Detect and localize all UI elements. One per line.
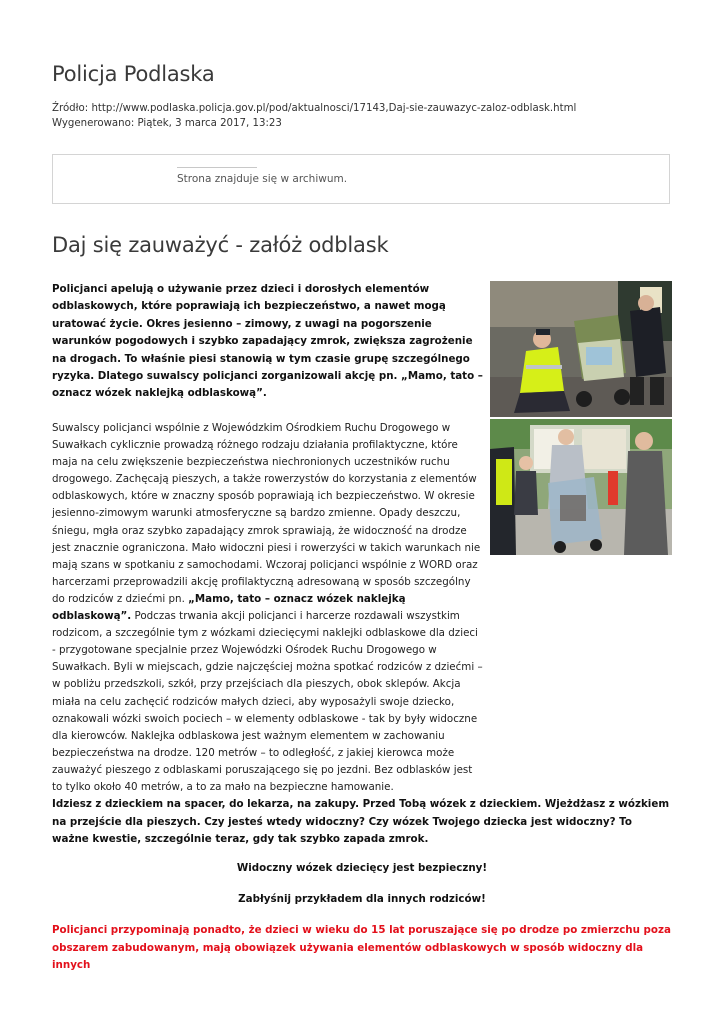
- article-body: [52, 420, 484, 796]
- photo-parents-strollers[interactable]: [490, 419, 672, 555]
- campaign-name: „Mamo, tato – oznacz wózek naklejką odblaskową”.: [52, 592, 406, 623]
- archive-notice-box: [52, 154, 670, 204]
- photo-police-stroller[interactable]: [490, 281, 672, 417]
- source-url[interactable]: Źródło: http://www.podlaska.policja.gov.pl/pod/aktualnosci/17143,Daj-sie-zauwazyc-zaloz-odblask.html: [52, 103, 577, 114]
- slogan-set-example: Zabłyśnij przykładem dla innych rodziców!: [238, 893, 486, 905]
- article-lead: Policjanci apelują o używanie przez dzieci i dorosłych elementów odblaskowych, które poprawiają ich bezpieczeństwo, a nawet mogą uratować życie. Okres jesienno – zimowy, z uwagi na pogorszenie warunków pogodowych i szybko zapadający zmrok, zwiększa zagrożenie na drogach. To właśnie piesi stanowią w tym czasie grupę szczególnego ryzyka. Dlatego suwalscy policjanci zorganizowali akcję pn. „Mamo, tato – oznacz wózek naklejką odblaskową”.: [52, 283, 483, 400]
- article-body-part1: Suwalscy policjanci wspólnie z Wojewódzkim Ośrodkiem Ruchu Drogowego w Suwałkach cyklicznie prowadzą różnego rodzaju działania profilaktyczne, które maja na celu zwiększenie bezpieczeństwa niechronionych uczestników ruchu drogowego. Zachęcają pieszych, a także rowerzystów do korzystania z elementów odblaskowych, które w znaczny sposób poprawiają ich bezpieczeństwo. W okresie jesienno-zimowym warunki atmosferyczne są bardzo zmienne. Opady deszczu, śniegu, mgła oraz szybko zapadający zmrok sprawiają, że widoczność na drodze jest znacznie ograniczona. Mało widoczni piesi i rowerzyści w takich warunkach nie mają szans w spotkaniu z samochodami. Wczoraj policjanci wspólnie z WORD oraz harcerzami przeprowadzili akcję profilaktyczną adresowaną w sposób szczególny do rodziców z dziećmi pn.: [52, 422, 481, 605]
- article-callout: Idziesz z dzieckiem na spacer, do lekarza, na zakupy. Przed Tobą wózek z dzieckiem. Wjeżdżasz z wózkiem na przejście dla pieszych. Czy jesteś wtedy widoczny? Czy wózek Twojego dziecka jest widoczny? To ważne kwestie, szczególnie teraz, gdy tak szybko zapada zmrok.: [52, 798, 670, 845]
- generated-date: Wygenerowano: Piątek, 3 marca 2017, 13:23: [52, 117, 282, 129]
- archive-notice: Strona znajduje się w archiwum.: [177, 173, 348, 185]
- legal-reminder: Policjanci przypominają ponadto, że dzieci w wieku do 15 lat poruszające się po drodze po zmierzchu poza obszarem zabudowanym, mają obowiązek używania elementów odblaskowych w sposób widoczny dla innych: [52, 924, 671, 971]
- archive-divider: [177, 167, 257, 168]
- article-title: Daj się zauważyć - załóż odblask: [52, 233, 389, 257]
- photo-parents-with-strollers-street-icon: [490, 419, 672, 555]
- slogan-visible-stroller: Widoczny wózek dziecięcy jest bezpieczny!: [236, 862, 488, 874]
- photo-police-officer-stroller-icon: [490, 281, 672, 417]
- document-meta: [52, 102, 576, 131]
- article-body-part2: Podczas trwania akcji policjanci i harcerze rozdawali wszystkim rodzicom, a szczególnie tym z wózkami dziecięcymi naklejki odblaskowe dla dzieci - przygotowane specjalnie przez Wojewódzki Ośrodek Ruchu Drogowego w Suwałkach. Byli w miejscach, gdzie najczęściej można spotkać rodziców z dziećmi – w pobliżu przedszkoli, szkół, przy przejściach dla pieszych, obok sklepów. Akcja miała na celu zachęcić rodziców małych dzieci, aby wyposażyli swoje dziecko, oznakowali wózki swoich pociech – w elementy odblaskowe - tak by były widoczne dla kierowców. Naklejka odblaskowa jest ważnym elementem w zachowaniu bezpieczeństwa na drodze. 120 metrów – to odległość, z jakiej kierowca może zauważyć pieszego z odblaskami poruszającego się po jezdni. Bez odblasków jest to tylko około 40 metrów, a to za mało na bezpieczne hamowanie.: [52, 610, 483, 793]
- site-title: Policja Podlaska: [52, 62, 215, 86]
